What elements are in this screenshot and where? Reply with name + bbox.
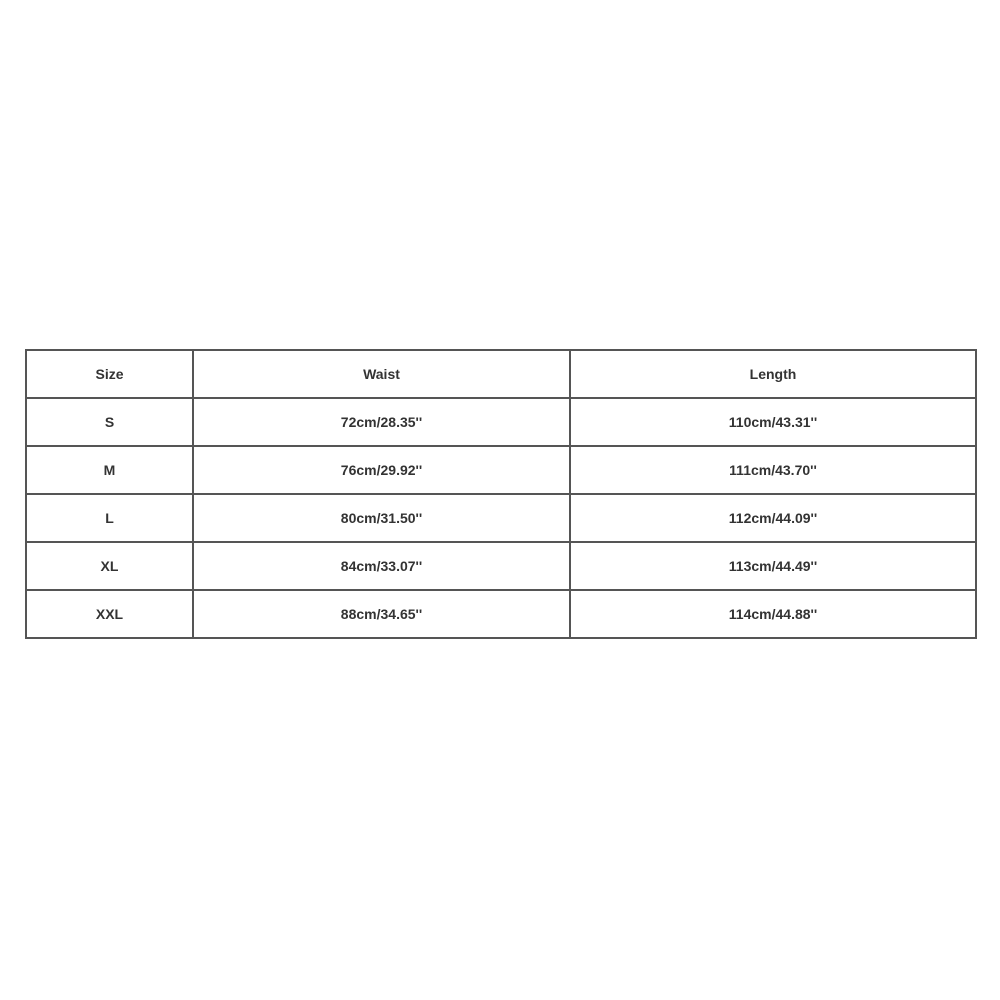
- size-cell: XXL: [26, 590, 193, 638]
- length-cell: 110cm/43.31'': [570, 398, 976, 446]
- table-row: [26, 398, 976, 446]
- table-row: [26, 446, 976, 494]
- waist-cell: 84cm/33.07'': [193, 542, 570, 590]
- length-cell: 112cm/44.09'': [570, 494, 976, 542]
- waist-cell: 80cm/31.50'': [193, 494, 570, 542]
- size-cell: M: [26, 446, 193, 494]
- length-cell: 111cm/43.70'': [570, 446, 976, 494]
- length-cell: 113cm/44.49'': [570, 542, 976, 590]
- table-row: [26, 542, 976, 590]
- waist-cell: 72cm/28.35'': [193, 398, 570, 446]
- size-cell: L: [26, 494, 193, 542]
- size-cell: S: [26, 398, 193, 446]
- size-cell: XL: [26, 542, 193, 590]
- waist-cell: 76cm/29.92'': [193, 446, 570, 494]
- size-chart-table: [25, 349, 977, 639]
- waist-cell: 88cm/34.65'': [193, 590, 570, 638]
- header-waist: Waist: [193, 350, 570, 398]
- header-size: Size: [26, 350, 193, 398]
- table-row: [26, 590, 976, 638]
- table-header-row: [26, 350, 976, 398]
- table-row: [26, 494, 976, 542]
- length-cell: 114cm/44.88'': [570, 590, 976, 638]
- header-length: Length: [570, 350, 976, 398]
